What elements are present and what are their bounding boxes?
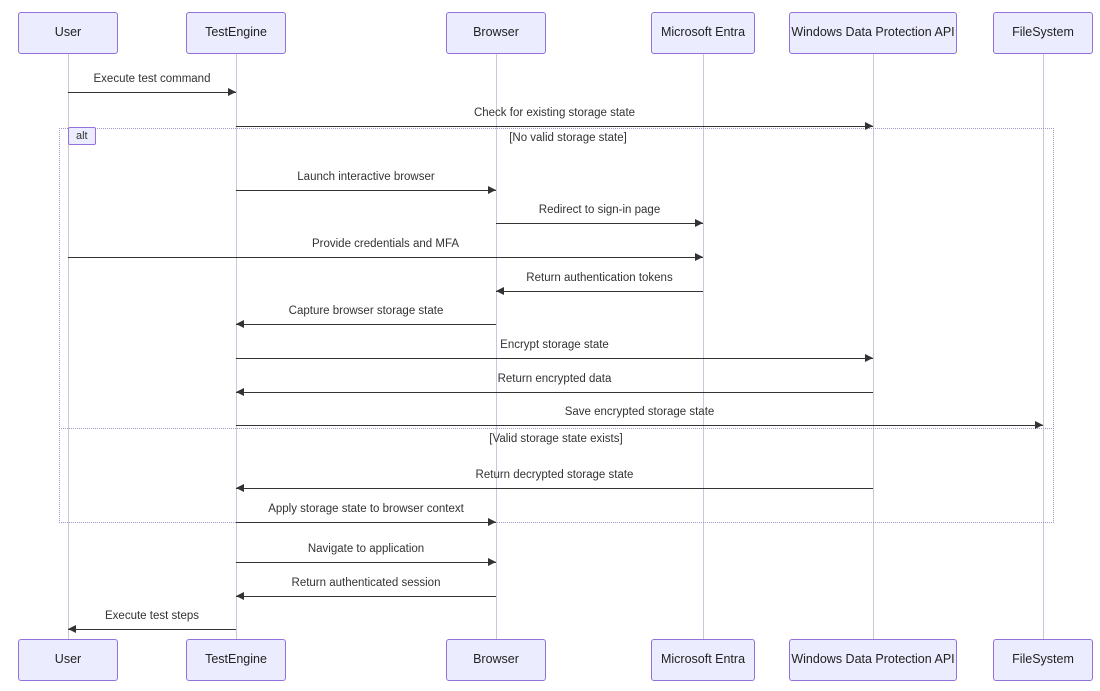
actor-user-top[interactable]: User bbox=[18, 12, 118, 54]
arrow-head-1 bbox=[865, 122, 873, 130]
actor-windows-data-protection-api-top[interactable]: Windows Data Protection API bbox=[789, 12, 957, 54]
message-label-8: Return encrypted data bbox=[497, 373, 612, 385]
message-line-8 bbox=[236, 392, 873, 393]
actor-browser-bottom[interactable]: Browser bbox=[446, 639, 546, 681]
message-label-6: Capture browser storage state bbox=[288, 305, 444, 317]
alt-condition-0: [No valid storage state] bbox=[509, 132, 627, 144]
arrow-head-4 bbox=[695, 253, 703, 261]
message-line-14 bbox=[68, 629, 236, 630]
alt-fragment-label: alt bbox=[68, 127, 96, 145]
arrow-head-10 bbox=[236, 484, 244, 492]
message-line-4 bbox=[68, 257, 703, 258]
alt-fragment bbox=[59, 128, 1054, 523]
message-label-11: Apply storage state to browser context bbox=[268, 503, 464, 515]
arrow-head-2 bbox=[488, 186, 496, 194]
arrow-head-7 bbox=[865, 354, 873, 362]
message-line-7 bbox=[236, 358, 873, 359]
arrow-head-8 bbox=[236, 388, 244, 396]
message-line-11 bbox=[236, 522, 496, 523]
message-line-2 bbox=[236, 190, 496, 191]
arrow-head-14 bbox=[68, 625, 76, 633]
message-label-1: Check for existing storage state bbox=[473, 107, 636, 119]
actor-filesystem-bottom[interactable]: FileSystem bbox=[993, 639, 1093, 681]
message-line-10 bbox=[236, 488, 873, 489]
message-label-3: Redirect to sign-in page bbox=[538, 204, 661, 216]
message-line-3 bbox=[496, 223, 703, 224]
message-label-0: Execute test command bbox=[93, 73, 211, 85]
message-line-0 bbox=[68, 92, 236, 93]
message-label-13: Return authenticated session bbox=[291, 577, 441, 589]
alt-fragment-divider bbox=[59, 428, 1054, 429]
arrow-head-5 bbox=[496, 287, 504, 295]
actor-windows-data-protection-api-bottom[interactable]: Windows Data Protection API bbox=[789, 639, 957, 681]
actor-user-bottom[interactable]: User bbox=[18, 639, 118, 681]
message-line-12 bbox=[236, 562, 496, 563]
arrow-head-13 bbox=[236, 592, 244, 600]
arrow-head-9 bbox=[1035, 421, 1043, 429]
message-label-14: Execute test steps bbox=[105, 610, 199, 622]
arrow-head-0 bbox=[228, 88, 236, 96]
message-label-5: Return authentication tokens bbox=[526, 272, 673, 284]
message-line-5 bbox=[496, 291, 703, 292]
message-label-7: Encrypt storage state bbox=[500, 339, 609, 351]
message-label-2: Launch interactive browser bbox=[297, 171, 435, 183]
message-label-9: Save encrypted storage state bbox=[564, 406, 715, 418]
message-line-1 bbox=[236, 126, 873, 127]
arrow-head-6 bbox=[236, 320, 244, 328]
arrow-head-11 bbox=[488, 518, 496, 526]
actor-microsoft-entra-bottom[interactable]: Microsoft Entra bbox=[651, 639, 755, 681]
actor-browser-top[interactable]: Browser bbox=[446, 12, 546, 54]
message-label-10: Return decrypted storage state bbox=[475, 469, 634, 481]
message-line-6 bbox=[236, 324, 496, 325]
arrow-head-12 bbox=[488, 558, 496, 566]
alt-condition-1: [Valid storage state exists] bbox=[489, 433, 623, 445]
message-label-12: Navigate to application bbox=[307, 543, 425, 555]
actor-microsoft-entra-top[interactable]: Microsoft Entra bbox=[651, 12, 755, 54]
message-line-9 bbox=[236, 425, 1043, 426]
arrow-head-3 bbox=[695, 219, 703, 227]
message-line-13 bbox=[236, 596, 496, 597]
message-label-4: Provide credentials and MFA bbox=[311, 238, 460, 250]
actor-testengine-bottom[interactable]: TestEngine bbox=[186, 639, 286, 681]
actor-filesystem-top[interactable]: FileSystem bbox=[993, 12, 1093, 54]
actor-testengine-top[interactable]: TestEngine bbox=[186, 12, 286, 54]
